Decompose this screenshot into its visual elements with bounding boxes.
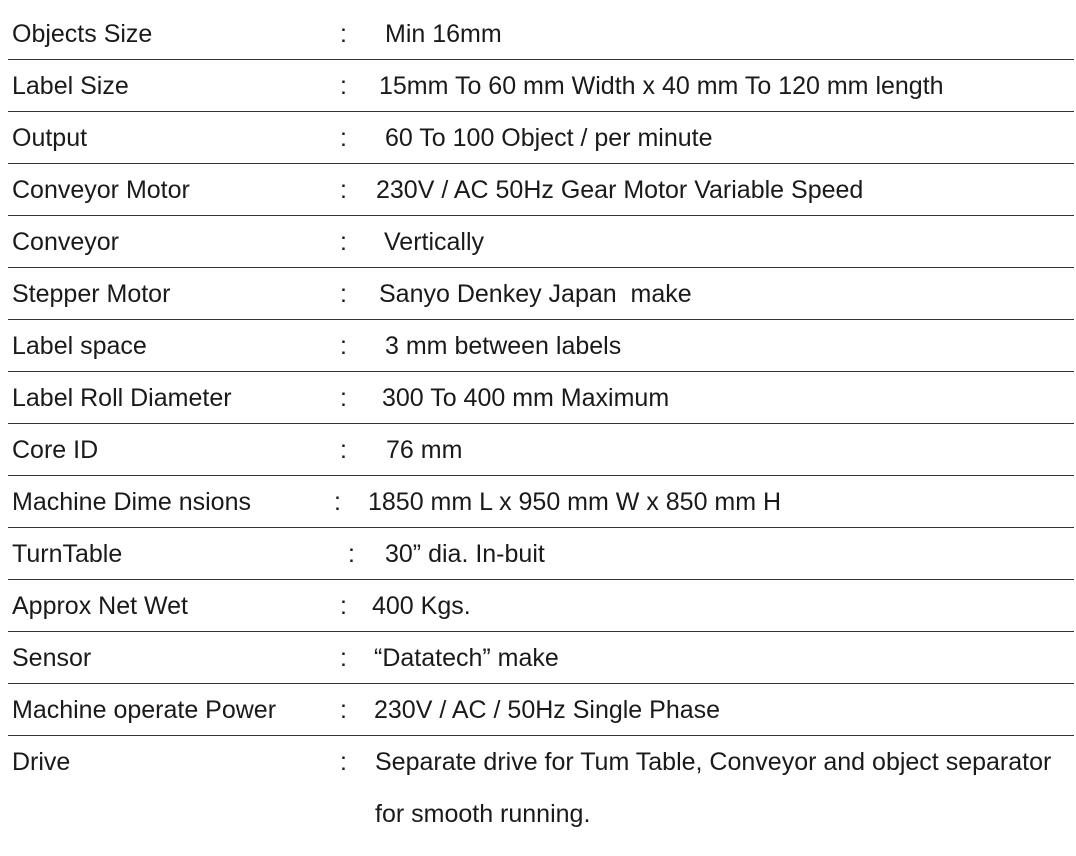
spec-row-stepper-motor (8, 268, 1074, 320)
spec-label: Machine operate Power (12, 696, 277, 724)
spec-row-sensor (8, 632, 1074, 684)
spec-row-label-space (8, 320, 1074, 372)
spec-colon: : (340, 72, 347, 100)
spec-value: 15mm To 60 mm Width x 40 mm To 120 mm length (379, 72, 944, 100)
spec-label: TurnTable (12, 540, 123, 568)
spec-label: Approx Net Wet (12, 592, 189, 620)
spec-value: 30” dia. In-buit (385, 540, 545, 568)
spec-label: Drive (12, 748, 71, 776)
spec-row-output (8, 112, 1074, 164)
spec-label: Conveyor (12, 228, 119, 256)
spec-value: 60 To 100 Object / per minute (385, 124, 713, 152)
spec-colon: : (340, 696, 347, 724)
spec-colon: : (340, 748, 347, 776)
spec-label: Conveyor Motor (12, 176, 190, 204)
spec-colon: : (340, 280, 347, 308)
spec-colon: : (340, 124, 347, 152)
spec-label: Stepper Motor (12, 280, 171, 308)
spec-value: 3 mm between labels (385, 332, 622, 360)
spec-value: 230V / AC 50Hz Gear Motor Variable Speed (376, 176, 864, 204)
spec-colon: : (334, 488, 341, 516)
spec-label: Sensor (12, 644, 92, 672)
spec-value: 400 Kgs. (372, 592, 471, 620)
spec-label: Label Roll Diameter (12, 384, 232, 412)
spec-row-conveyor-motor (8, 164, 1074, 216)
spec-value: 1850 mm L x 950 mm W x 850 mm H (368, 488, 782, 516)
spec-colon: : (340, 20, 347, 48)
spec-row-approx-net-weight (8, 580, 1074, 632)
spec-row-label-roll-diameter (8, 372, 1074, 424)
spec-colon: : (340, 228, 347, 256)
specification-table (8, 8, 1074, 856)
spec-row-conveyor (8, 216, 1074, 268)
spec-row-label-size (8, 60, 1074, 112)
spec-row-turntable (8, 528, 1074, 580)
spec-value: 230V / AC / 50Hz Single Phase (374, 696, 721, 724)
spec-row-machine-operate-power (8, 684, 1074, 736)
spec-row-machine-dimensions (8, 476, 1074, 528)
spec-value: Vertically (384, 228, 485, 256)
spec-value: 300 To 400 mm Maximum (382, 384, 670, 412)
spec-row-drive (8, 736, 1074, 856)
spec-colon: : (340, 644, 347, 672)
spec-value: Separate drive for Tum Table, Conveyor and object separator for smooth running. (375, 748, 1052, 828)
spec-colon: : (340, 592, 347, 620)
spec-colon: : (340, 176, 347, 204)
spec-colon: : (340, 332, 347, 360)
spec-value: 76 mm (386, 436, 463, 464)
spec-value: “Datatech” make (374, 644, 559, 672)
spec-row-core-id (8, 424, 1074, 476)
spec-colon: : (340, 436, 347, 464)
spec-label: Machine Dime nsions (12, 488, 251, 516)
spec-row-objects-size (8, 8, 1074, 60)
spec-label: Output (12, 124, 88, 152)
spec-label: Objects Size (12, 20, 153, 48)
spec-label: Core ID (12, 436, 99, 464)
spec-value: Min 16mm (385, 20, 502, 48)
spec-colon: : (340, 384, 347, 412)
spec-value: Sanyo Denkey Japan make (379, 280, 692, 308)
spec-colon: : (348, 540, 355, 568)
spec-label: Label Size (12, 72, 129, 100)
spec-label: Label space (12, 332, 147, 360)
